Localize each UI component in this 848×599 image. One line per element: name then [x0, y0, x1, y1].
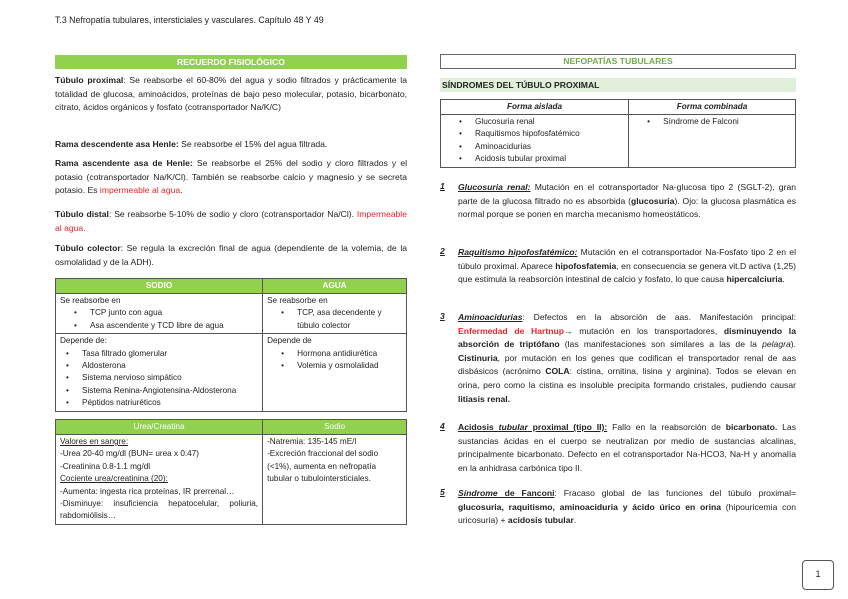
- term: Túbulo distal: [55, 209, 109, 219]
- term: tubular: [498, 422, 528, 432]
- text: .: [180, 185, 183, 196]
- text: , en consecuencia se genera vit.D activa (1,25) que estimula la reabsorción intestinal de calcio y fosfato, lo que causa: [458, 260, 796, 285]
- table-sodio-agua: [55, 278, 407, 412]
- item-number: 2: [440, 246, 445, 256]
- term: Síndrome: [458, 488, 498, 498]
- text: ). Ojo: la glucosa plasmática es normal porque se ponen en marcha mecanismo homeostáticos.: [458, 195, 797, 220]
- list-item: • Síndrome de Falconi: [633, 116, 791, 128]
- line: -Excreción fraccional del sodio (<1%), aumenta en nefropatía tubular o tubulointersticiales.: [267, 449, 379, 484]
- text: .: [573, 515, 577, 526]
- line: -Disminuye: insuficiencia hepatocelular, poliuria, rabdomiólisis…: [60, 499, 259, 521]
- col-header: Urea/Creatina: [56, 420, 263, 435]
- cell-title: Depende de:: [60, 336, 107, 346]
- term: Rama ascendente asa de Henle:: [55, 158, 193, 168]
- cell: [441, 115, 629, 168]
- italic: pelagra: [762, 339, 791, 350]
- cell-title: Se reabsorbe en: [267, 296, 328, 305]
- cell: [56, 294, 263, 334]
- list-item: • Péptidos natriuréticos: [60, 397, 258, 409]
- term: Glucosuria renal:: [458, 182, 531, 192]
- text: Fallo en la reabsorción de: [607, 422, 726, 432]
- highlight: Impermeable al agua.: [55, 209, 407, 233]
- paragraph-tubulo-distal: [55, 208, 407, 235]
- term: Raquitismo hipofosfatémico:: [458, 247, 578, 257]
- list-item: • Aldosterona: [60, 360, 258, 372]
- highlight: impermeable al agua: [99, 185, 181, 196]
- text: Mutación en el cotransportador Na-glucosa tipo 2 (SGLT-2), gran parte de la glucosa filtrado no es absorbida (: [458, 182, 796, 206]
- list-item: • Volemia y osmolalidad: [267, 360, 402, 372]
- paragraph-rama-ascendente: [55, 157, 407, 198]
- list-item: • Asa ascendente y TCD libre de agua: [60, 320, 258, 332]
- line: Cociente urea/creatinina (20):: [60, 474, 168, 484]
- bold: COLA: [545, 366, 570, 377]
- list-item: • TCP, asa decendente y túbulo colector: [267, 307, 402, 332]
- list-item: • Sistema Renina-Angiotensina-Aldosterona: [60, 385, 258, 397]
- text: Se reabsorbe el 25% del sodio y cloro filtrados y el potasio (cotransportador Na/K/Cl). También se reabsorbe calcio y magnesio y se secreta potasio. Es: [55, 158, 408, 196]
- line: -Urea 20-40 mg/dl (BUN= urea x 0.47): [60, 449, 200, 459]
- text: .: [782, 274, 785, 285]
- paragraph-rama-descendente: [55, 138, 407, 152]
- list-item: • Sistema nervioso simpático: [60, 372, 258, 384]
- bold: bicarbonato.: [725, 422, 778, 432]
- text: : Se reabsorbe 5-10% de sodio y cloro (cotransportador Na/Cl).: [108, 209, 357, 219]
- bold: disminuyendo la absorción de triptófano: [458, 325, 796, 350]
- bold: Cistinuria: [458, 352, 498, 363]
- col-header: Forma aislada: [441, 100, 629, 115]
- cell: [263, 294, 407, 334]
- cell: [263, 334, 407, 411]
- cell-title: Depende de: [267, 336, 312, 346]
- table-urea-sodio: [55, 419, 407, 525]
- highlight: Enfermedad de Hartnup: [458, 325, 564, 336]
- text: → mutación en los transportadores,: [563, 325, 724, 336]
- cell-title: Se reabsorbe en: [60, 296, 121, 305]
- item-raquitismo: [440, 246, 796, 287]
- paragraph-tubulo-colector: [55, 242, 407, 269]
- bold: acidosis tubular: [507, 515, 574, 526]
- bold: hipercalciuria: [726, 274, 783, 285]
- list-item: • Hormona antidiurética: [267, 348, 402, 360]
- col-header: Sodio: [263, 420, 407, 435]
- text: , por mutación en los genes que codifican el transportador renal de aas disbásicos (acrónimo: [458, 352, 796, 377]
- line: -Creatinina 0.8-1.1 mg/dl: [60, 461, 151, 471]
- text: : Defectos en la absorción de aas. Manifestación principal:: [522, 312, 796, 322]
- item-number: 4: [440, 421, 445, 431]
- text: : Se reabsorbe el 60-80% del agua y sodio filtrados y prácticamente la totalidad de glucosa, aminoácidos, proteínas de bajo peso molecular, potasio, bicarbonato, citrato, ácidos orgánicos y fosfato (cotransportador Na/K/C): [55, 75, 407, 113]
- page-header: T.3 Nefropatía tubulares, intersticiales y vasculares. Capítulo 48 Y 49: [55, 15, 324, 25]
- subsection-title: SÍNDROMES DEL TÚBULO PROXIMAL: [440, 78, 796, 92]
- list-item: • TCP junto con agua: [60, 307, 258, 319]
- col-header: AGUA: [263, 279, 407, 294]
- line: -Natremia: 135-145 mE/l: [267, 437, 357, 446]
- text: (hipouricemia con uricosuria) +: [458, 501, 796, 526]
- page-number: 1: [802, 560, 834, 590]
- text: : cistina, ornitina, lisina y arginina). Todos se elevan en orina, pero como la cistina es insoluble precipita formando cristales, pudiendo causar: [458, 366, 797, 390]
- list-item: • Raquitismos hipofosfatémico: [445, 128, 624, 140]
- term: Rama descendente asa Henle:: [55, 139, 179, 149]
- cell: [263, 435, 407, 525]
- term: Túbulo proximal: [55, 75, 124, 85]
- bold: hipofosfatemia: [555, 260, 617, 271]
- line: -Aumenta: ingesta rica proteínas, IR prerrenal…: [60, 486, 235, 496]
- term: Túbulo colector: [55, 243, 121, 253]
- list-item: • Acidosis tubular proximal: [445, 153, 624, 165]
- term: Acidosis: [458, 422, 499, 432]
- list-item: • Tasa filtrado glomerular: [60, 348, 258, 360]
- text: : Se regula la excreción final de agua (dependiente de la volemia, de la osmolalidad y de la ADH).: [55, 243, 408, 267]
- text: Se reabsorbe el 15% del agua filtrada.: [178, 139, 328, 149]
- text: (las manifestaciones son similares a las de la: [559, 339, 763, 350]
- item-glucosuria: [440, 181, 796, 222]
- term: Aminoacidurias: [458, 312, 523, 322]
- text: Mutación en el cotransportador Na-Fosfato tipo 2 en el túbulo proximal. Aparece: [458, 247, 796, 271]
- item-fanconi: [440, 487, 796, 528]
- table-formas: [440, 99, 796, 168]
- cell: [56, 435, 263, 525]
- item-number: 3: [440, 311, 445, 321]
- paragraph-tubulo-proximal: [55, 74, 407, 115]
- item-number: 1: [440, 181, 445, 191]
- bold: glucosuria: [631, 195, 675, 206]
- term: proximal (tipo II):: [527, 422, 608, 432]
- section-title-recuerdo: RECUERDO FISIOLÓGICO: [55, 55, 407, 69]
- bold: glucosuria, raquitismo, aminoaciduria y ácido úrico en orina: [458, 501, 722, 512]
- col-header: SODIO: [56, 279, 263, 294]
- item-acidosis: [440, 421, 796, 475]
- item-number: 5: [440, 487, 445, 497]
- text: : Fracaso global de las funciones del túbulo proximal=: [554, 488, 796, 498]
- section-title-nefropatias: NEFOPATÍAS TUBULARES: [440, 54, 796, 69]
- bold: litiasis renal.: [458, 393, 511, 404]
- item-aminoacidurias: [440, 311, 796, 406]
- text: Las sustancias ácidas en el cuerpo se neutralizan por medio de sustancias alcalinas, principalmente bicarbonato. Defecto en el cotransportador Na-HCO3, Na-H y anomalía en la anhidrasa carbónica tipo II.: [458, 422, 797, 473]
- cell: [629, 115, 796, 168]
- term: de Fanconi: [497, 488, 555, 498]
- list-item: • Glucosuria renal: [445, 116, 624, 128]
- text: ).: [790, 339, 796, 350]
- list-item: • Aminoacidurias: [445, 141, 624, 153]
- cell: [56, 334, 263, 411]
- col-header: Forma combinada: [629, 100, 796, 115]
- line: Valores en sangre:: [60, 437, 129, 446]
